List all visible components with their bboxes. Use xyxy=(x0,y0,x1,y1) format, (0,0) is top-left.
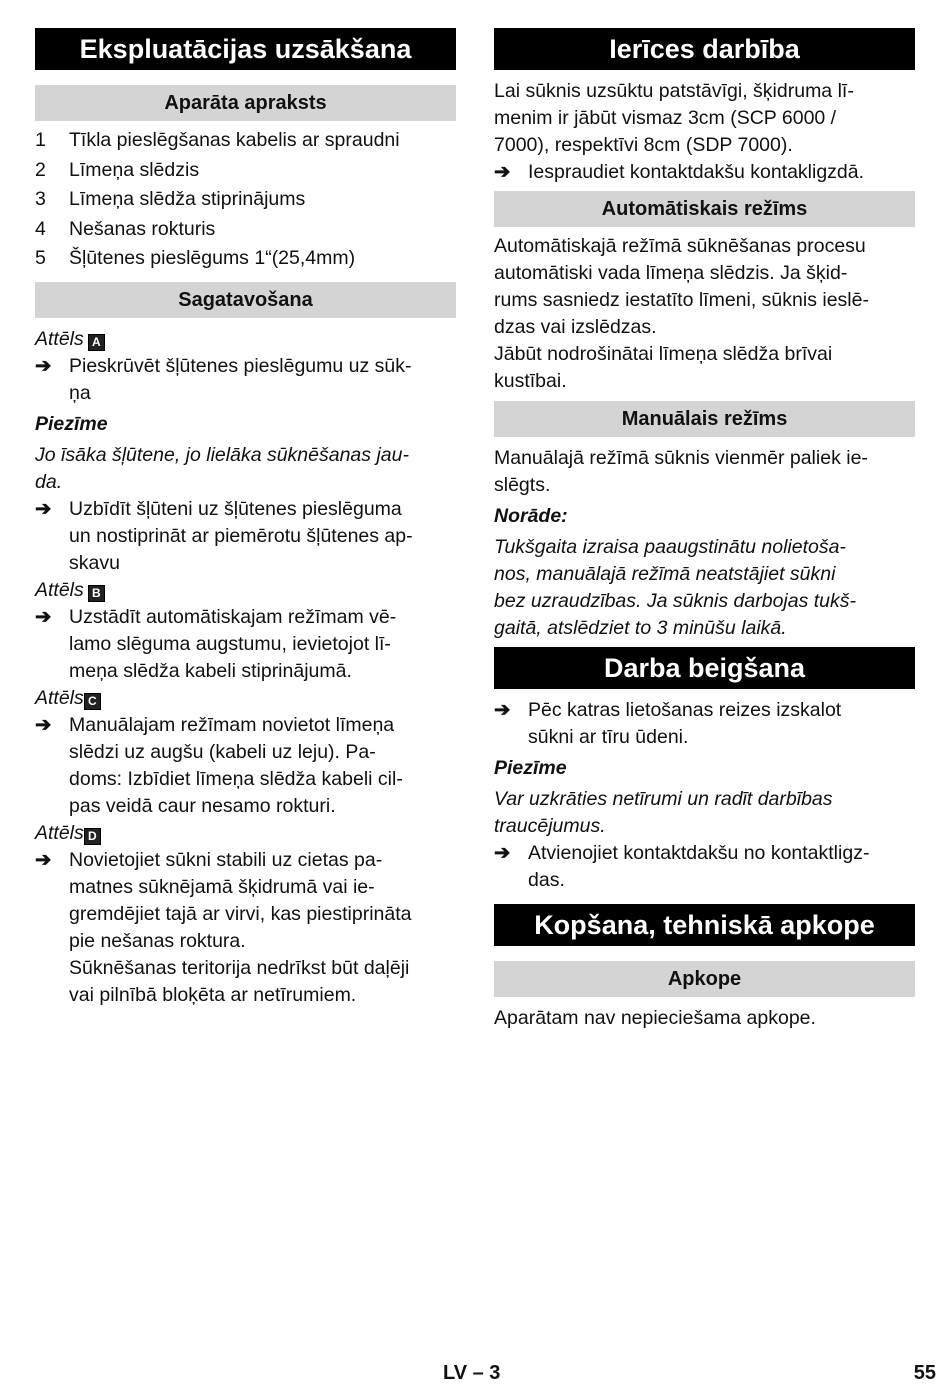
step-item xyxy=(494,697,915,751)
warning-line: gaitā, atslēdziet to 3 minūšu laikā. xyxy=(494,617,787,639)
warning-title: Norāde: xyxy=(494,505,568,527)
item-text: Līmeņa slēdzis xyxy=(69,158,200,181)
item-text: Līmeņa slēdža stiprinājums xyxy=(69,188,306,210)
item-number: 4 xyxy=(35,217,46,240)
figure-label: Attēls xyxy=(35,821,84,844)
figure-letter-icon: B xyxy=(88,585,105,602)
step-line: Pieskrūvēt šļūtenes pieslēgumu uz sūk- xyxy=(69,354,412,377)
step-line: matnes sūknējamā šķidrumā vai ie- xyxy=(69,875,375,898)
footer-page-number: 55 xyxy=(913,1362,936,1384)
item-text: Tīkla pieslēgšanas kabelis ar spraudni xyxy=(69,129,400,151)
warning-line: Tukšgaita izraisa paaugstinātu nolietoša- xyxy=(494,536,846,558)
text-line: kustībai. xyxy=(494,370,567,392)
text-line: menim ir jābūt vismaz 3cm (SCP 6000 / xyxy=(494,107,837,129)
note-line: Var uzkrāties netīrumi un radīt darbības xyxy=(494,788,833,810)
arrow-right-icon: ➔ xyxy=(35,713,52,736)
text-line: 7000), respektīvi 8cm (SDP 7000). xyxy=(494,134,793,156)
heading-preparation: Sagatavošana xyxy=(35,282,456,318)
step-item xyxy=(494,840,915,894)
figure-ref-c xyxy=(35,685,456,712)
list-item xyxy=(35,215,456,245)
arrow-right-icon: ➔ xyxy=(35,848,52,871)
step-line: Uzbīdīt šļūteni uz šļūtenes pieslēguma xyxy=(69,497,402,520)
text-line: automātiski vada līmeņa slēdzis. Ja šķid- xyxy=(494,262,848,284)
text-line: Aparātam nav nepieciešama apkope. xyxy=(494,1007,816,1029)
list-item xyxy=(35,126,456,156)
step-line: sūkni ar tīru ūdeni. xyxy=(528,726,689,748)
step-item xyxy=(35,353,456,407)
right-column xyxy=(494,28,915,1032)
step-line: gremdējiet tajā ar virvi, kas piestiprināta xyxy=(69,902,412,925)
note-line: traucējumus. xyxy=(494,815,606,837)
step-item xyxy=(35,604,456,685)
step-item xyxy=(35,847,456,1009)
step-line: pas veidā caur nesamo rokturi. xyxy=(69,794,336,817)
note-title: Piezīme xyxy=(494,757,567,779)
text-line: slēgts. xyxy=(494,474,551,496)
step-item xyxy=(35,496,456,577)
item-number: 3 xyxy=(35,188,46,210)
step-line: Manuālajam režīmam novietot līmeņa xyxy=(69,713,395,736)
figure-ref-b xyxy=(35,577,456,604)
item-text: Šļūtenes pieslēgums 1“(25,4mm) xyxy=(69,247,356,269)
footer-language-page: LV – 3 xyxy=(443,1362,501,1384)
figure-letter-icon: C xyxy=(84,693,101,710)
step-line: das. xyxy=(528,869,565,891)
heading-automatic-mode: Automātiskais režīms xyxy=(494,191,915,227)
step-line: un nostiprināt ar piemērotu šļūtenes ap- xyxy=(69,524,413,547)
section-title-operation: Ierīces darbība xyxy=(494,28,915,70)
step-line: meņa slēdža kabeli stiprinājumā. xyxy=(69,659,352,682)
step-line: doms: Izbīdiet līmeņa slēdža kabeli cil- xyxy=(69,767,403,790)
step-line: Novietojiet sūkni stabili uz cietas pa- xyxy=(69,848,383,871)
list-item xyxy=(35,185,456,215)
step-line: lamo slēguma augstumu, ievietojot lī- xyxy=(69,632,391,655)
item-number: 1 xyxy=(35,129,46,151)
step-line: ņa xyxy=(69,381,91,404)
arrow-right-icon: ➔ xyxy=(494,842,511,864)
text-line: Lai sūknis uzsūktu patstāvīgi, šķidruma lī- xyxy=(494,80,854,102)
section-title-care-maintenance: Kopšana, tehniskā apkope xyxy=(494,904,915,946)
parts-list xyxy=(35,126,456,274)
text-line: rums sasniedz iestatīto līmeni, sūknis ieslē- xyxy=(494,289,869,311)
figure-label: Attēls xyxy=(35,686,84,709)
arrow-right-icon: ➔ xyxy=(494,161,511,183)
warning-line: nos, manuālajā režīmā neatstājiet sūkni xyxy=(494,563,836,585)
step-line: Iespraudiet kontaktdakšu kontakligzdā. xyxy=(528,161,865,183)
arrow-right-icon: ➔ xyxy=(35,605,52,628)
section-title-commissioning: Ekspluatācijas uzsākšana xyxy=(35,28,456,70)
text-line: Automātiskajā režīmā sūknēšanas procesu xyxy=(494,235,866,257)
step-line: pie nešanas roktura. xyxy=(69,929,246,952)
arrow-right-icon: ➔ xyxy=(35,354,52,377)
step-line: skavu xyxy=(69,551,120,574)
figure-label: Attēls xyxy=(35,578,84,601)
figure-letter-icon: A xyxy=(88,334,105,351)
heading-device-description: Aparāta apraksts xyxy=(35,85,456,121)
figure-letter-icon: D xyxy=(84,828,101,845)
arrow-right-icon: ➔ xyxy=(494,699,511,721)
left-column xyxy=(35,28,456,1009)
heading-manual-mode: Manuālais režīms xyxy=(494,401,915,437)
note-title: Piezīme xyxy=(35,412,108,435)
figure-ref-a xyxy=(35,326,456,353)
step-line: Sūknēšanas teritorija nedrīkst būt daļēji xyxy=(69,956,410,979)
warning-line: bez uzraudzības. Ja sūknis darbojas tukš- xyxy=(494,590,857,612)
note-line: Jo īsāka šļūtene, jo lielāka sūknēšanas jau- xyxy=(35,443,409,466)
step-line: vai pilnībā bloķēta ar netīrumiem. xyxy=(69,983,357,1006)
item-number: 2 xyxy=(35,158,46,181)
step-item xyxy=(494,159,915,186)
text-line: Manuālajā režīmā sūknis vienmēr paliek ie- xyxy=(494,447,868,469)
section-title-finishing: Darba beigšana xyxy=(494,647,915,689)
arrow-right-icon: ➔ xyxy=(35,497,52,520)
figure-label: Attēls xyxy=(35,327,84,350)
item-text: Nešanas rokturis xyxy=(69,217,216,240)
note-line: da. xyxy=(35,470,63,493)
list-item xyxy=(35,244,456,274)
item-number: 5 xyxy=(35,247,46,269)
step-line: slēdzi uz augšu (kabeli uz leju). Pa- xyxy=(69,740,376,763)
step-line: Uzstādīt automātiskajam režīmam vē- xyxy=(69,605,397,628)
figure-ref-d xyxy=(35,820,456,847)
text-line: Jābūt nodrošinātai līmeņa slēdža brīvai xyxy=(494,343,833,365)
list-item xyxy=(35,156,456,186)
text-line: dzas vai izslēdzas. xyxy=(494,316,657,338)
step-item xyxy=(35,712,456,820)
heading-maintenance: Apkope xyxy=(494,961,915,997)
step-line: Pēc katras lietošanas reizes izskalot xyxy=(528,699,842,721)
step-line: Atvienojiet kontaktdakšu no kontaktligz- xyxy=(528,842,870,864)
